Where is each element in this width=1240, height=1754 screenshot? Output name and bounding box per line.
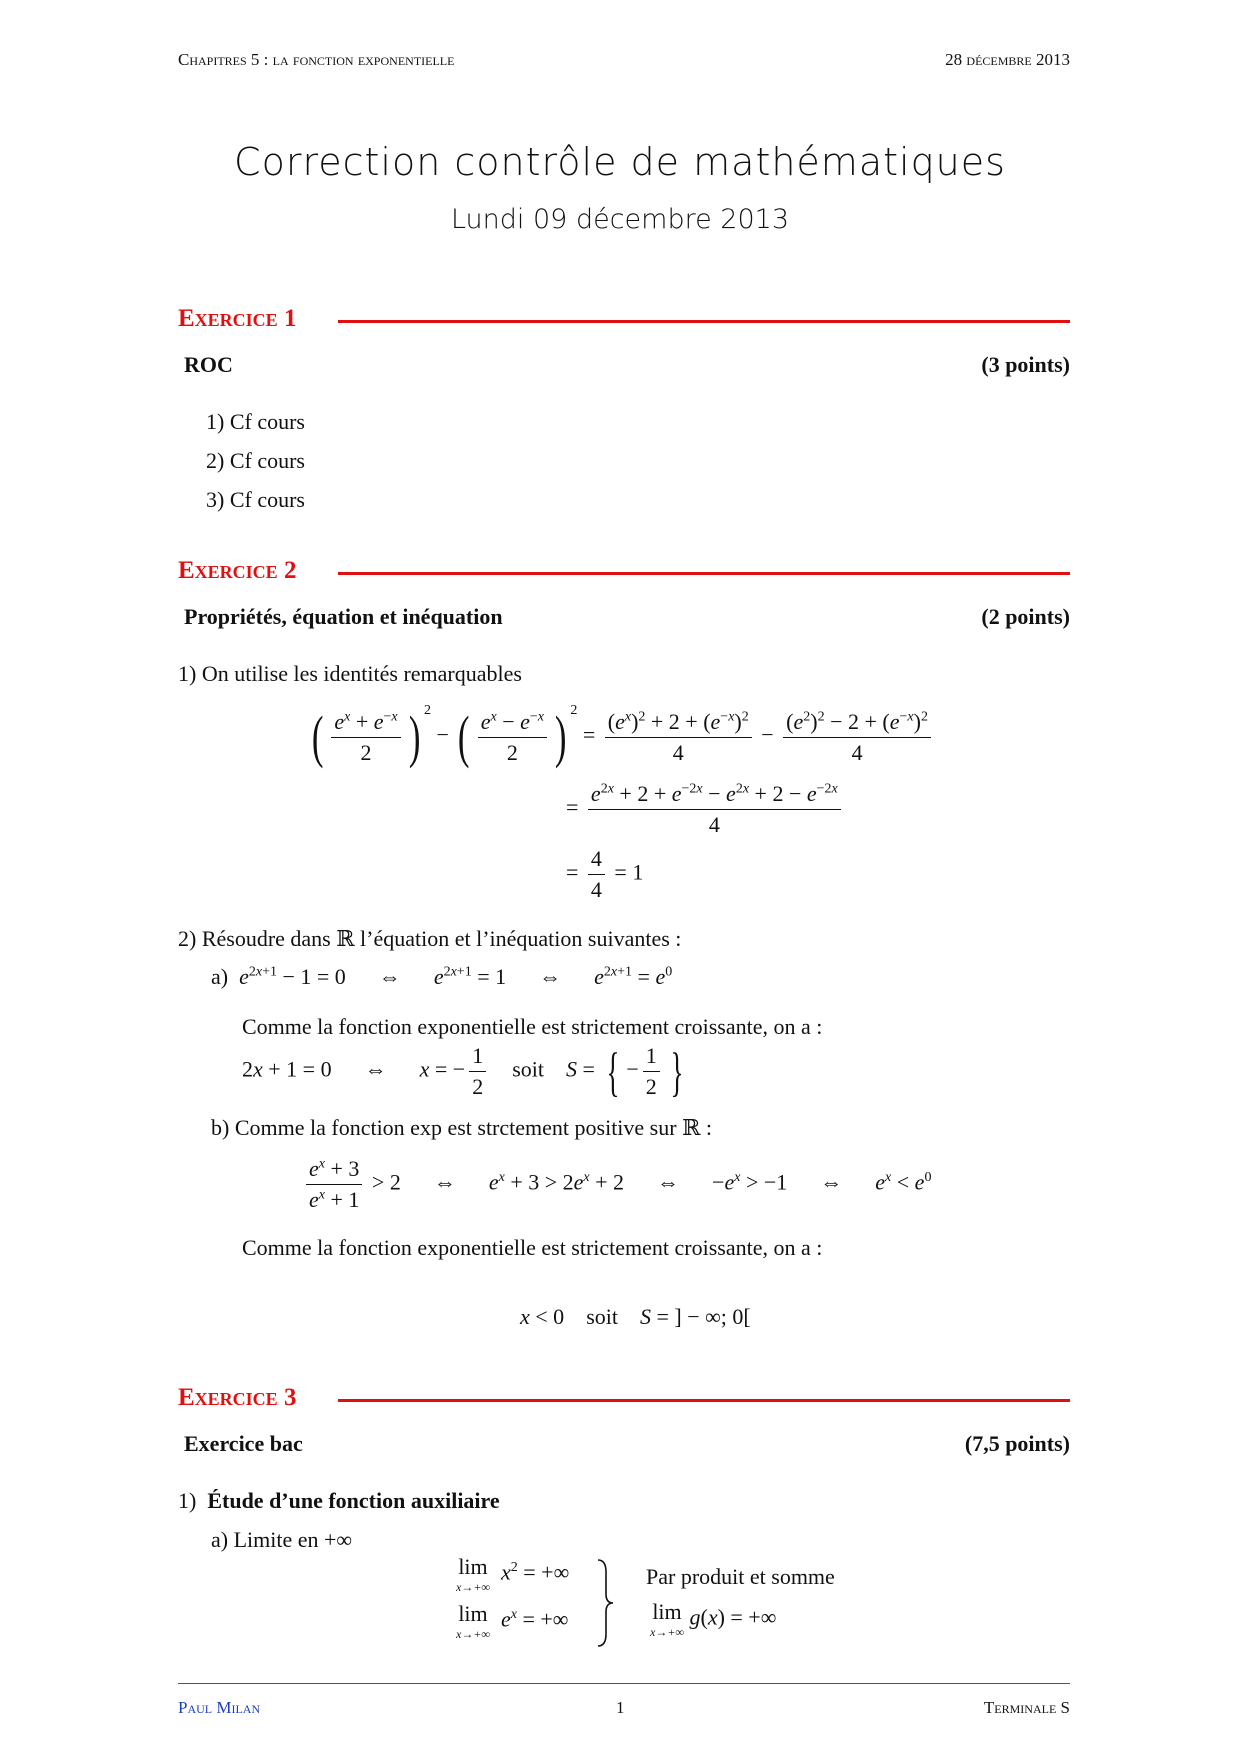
page-subtitle: Lundi 09 décembre 2013	[450, 204, 789, 235]
exercise-3-qa: a) Limite en +∞	[211, 1527, 353, 1552]
equation-a: a) $e^{2x+1} - 1 = 0$ ⇔ $e^{2x+1} = 1$ ⇔ $e^{2x+1} = e^0$	[211, 964, 673, 989]
inequation-b-solution: x < 0 soit S = ] − ∞; 0[	[520, 1304, 751, 1329]
exercise-2-section: Propriétés, équation et inéquation	[184, 604, 503, 629]
identity-line-2: = $\frac{e^{2x} + 2 + e^{-2x} - e^{2x} + 2 - e^{-2x}}{4}$	[566, 781, 845, 838]
limit-2: lim x→+∞ $e^x$ = +∞	[456, 1601, 569, 1641]
exercise-3-rule	[338, 1399, 1070, 1402]
list-item: 1) Cf cours	[206, 409, 305, 434]
question-2: 2) Résoudre dans ℝ l’équation et l’inéquation suivantes :	[178, 926, 682, 951]
page-number: 1	[616, 1698, 625, 1717]
footer-author: Paul Milan	[178, 1698, 261, 1717]
question-1: 1) On utilise les identités remarquables	[178, 661, 522, 686]
list-item: 3) Cf cours	[206, 487, 305, 512]
footer-class: Terminale S	[983, 1698, 1070, 1717]
exercise-3-q1: 1) Étude d’une fonction auxiliaire	[178, 1488, 500, 1513]
identity-line-1: ( $\frac{e^x + e^{-x}}{2}$ ) $^2$ − ( $\frac{e^x - e^{-x}}{2}$ ) $^2$ = $\frac{(e^x)^2 + 2 + (e^{-x})^2}{4}$ − $\frac{(e^2)^2 - 2 + (e^{-x})^2}{4}$	[308, 708, 935, 766]
comme-text-2: Comme la fonction exponentielle est strictement croissante, on a :	[242, 1235, 823, 1260]
inequation-b: $\frac{e^x + 3}{e^x + 1}$ > 2 ⇔ $e^x + 3 > 2e^x + 2$ ⇔ $-e^x > -1$ ⇔ $e^x < e^0$	[302, 1156, 931, 1213]
header-right: 28 décembre 2013	[945, 50, 1070, 69]
exercise-2-rule	[338, 572, 1070, 575]
exercise-3-points: (7,5 points)	[964, 1431, 1070, 1456]
exercise-3-heading: Exercice 3	[178, 1384, 297, 1411]
limit-1: lim x→+∞ $x^2$ = +∞	[456, 1554, 570, 1594]
exercise-2-heading: Exercice 2	[178, 557, 297, 584]
exercise-1-rule	[338, 320, 1070, 323]
list-item: 2) Cf cours	[206, 448, 305, 473]
exercise-1-points: (3 points)	[981, 352, 1070, 377]
question-b: b) Comme la fonction exp est strctement positive sur ℝ :	[211, 1115, 712, 1140]
page-title: Correction contrôle de mathématiques	[234, 140, 1006, 184]
comme-text-1: Comme la fonction exponentielle est strictement croissante, on a :	[242, 1014, 823, 1039]
right-brace	[596, 1558, 616, 1648]
limit-result: lim x→+∞ g(x) = +∞	[650, 1599, 777, 1639]
exercise-1-heading: Exercice 1	[178, 305, 297, 332]
equation-a-solution: 2x + 1 = 0 ⇔ x = − $\frac{1}{2}$ soit S = { − $\frac{1}{2}$ }	[242, 1041, 684, 1102]
par-produit-text: Par produit et somme	[646, 1564, 835, 1589]
exercise-2-points: (2 points)	[981, 604, 1070, 629]
footer-rule	[178, 1683, 1070, 1684]
identity-line-3: = $\frac{4}{4}$ = 1	[566, 846, 644, 902]
exercise-1-section: ROC	[184, 352, 233, 377]
header-left: Chapitres 5 : la fonction exponentielle	[178, 50, 455, 69]
exercise-3-section: Exercice bac	[184, 1431, 303, 1456]
